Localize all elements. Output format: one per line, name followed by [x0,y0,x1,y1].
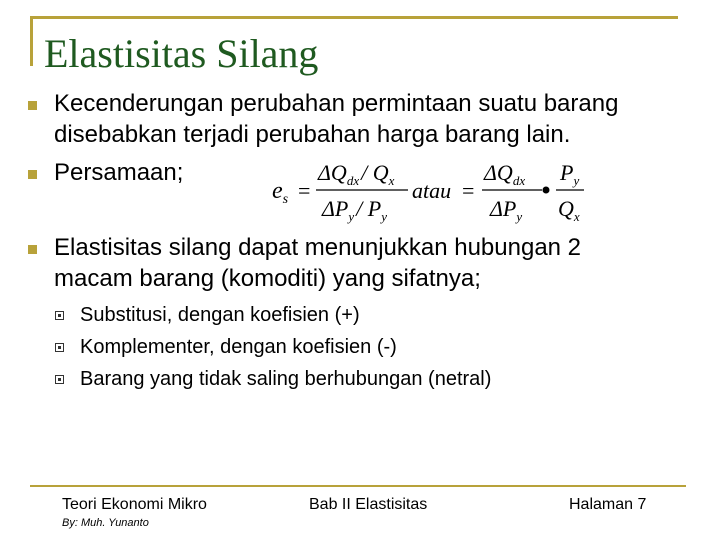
formula-frac1-denominator: $\Delta P_y/$ $P_y$ [322,196,387,224]
top-border-line [30,16,678,19]
footer-divider [30,485,686,487]
formula-equals-1: = [298,178,311,203]
bullet-text-3: Elastisitas silang dapat menunjukkan hubungan 2 macam barang (komoditi) yang sifatnya; [54,234,582,292]
formula-atau: atau [412,178,452,203]
sub-bullet-text-2: Komplementer, dengan koefisien (-) [80,336,397,358]
formula-frac2-numerator: $\Delta Q_{dx}$ [484,160,526,188]
formula-equals-2: = [462,178,475,203]
footer-chapter: Bab II Elastisitas [309,496,428,513]
formula-lhs: $e_s$ [272,178,289,207]
formula-frac2-denominator: $\Delta P_y$ [490,196,523,224]
sub-bullet-icon [55,311,64,320]
footer-page-number: Halaman 7 [569,496,647,513]
sub-bullet-text-3: Barang yang tidak saling berhubungan (netral) [80,368,492,390]
bullet-square-icon [28,245,37,254]
formula-frac3-numerator: $P_y$ [560,160,580,188]
footer-author: By: Muh. Yunanto [62,517,149,529]
formula-frac1-numerator: $\Delta Q_{dx}/$ $Q_x$ [318,160,395,188]
left-border-line [30,16,33,66]
sub-bullet-text-1: Substitusi, dengan koefisien (+) [80,304,360,326]
bullet-square-icon [28,170,37,179]
bullet-text-2: Persamaan; [54,159,184,186]
sub-bullet-icon [55,343,64,352]
cross-elasticity-formula [270,158,590,224]
bullet-square-icon [28,101,37,110]
formula-frac3-denominator: $Q_x$ [558,196,580,224]
bullet-text-1: Kecenderungan perubahan permintaan suatu barang disebabkan terjadi perubahan harga barang lain. [54,90,619,148]
footer-course: Teori Ekonomi Mikro [62,496,207,513]
slide-title: Elastisitas Silang [44,31,319,76]
sub-bullet-icon [55,375,64,384]
multiply-dot-icon [543,187,550,194]
